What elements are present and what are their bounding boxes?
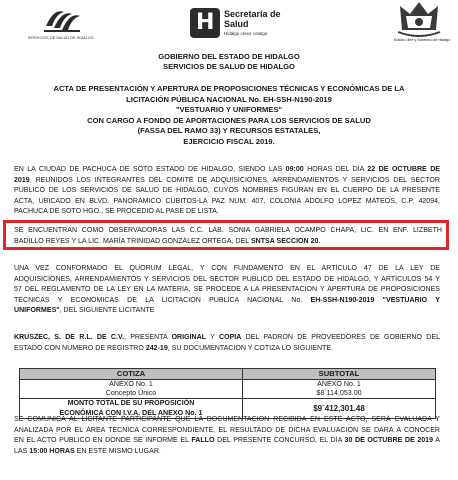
paragraph-line: 2019, REUNIDOS LOS INTEGRANTES DEL COMITÉ DE ADQUISICIONES, ARRENDAMIENTOS Y SERVICIOS DEL SECTOR	[14, 176, 440, 184]
servicios-salud-logo	[28, 6, 98, 44]
table-header-subtotal: SUBTOTAL	[243, 369, 436, 380]
paragraph-line: PÚBLICO DE LOS SERVICIOS DE SALUD DE HIDALGO, CUYOS NOMBRES FIGURAN EN EL CUERPO DE LA PRESENTE	[14, 187, 440, 195]
paragraph-line: EN LA CIUDAD DE PACHUCA DE SOTO ESTADO DE HIDALGO, SIENDO LAS 09:00 HORAS DEL DÍA 22 DE OCTUBRE DE	[14, 166, 440, 173]
paragraph-line: BADILLO REYES Y LA LIC. MARÍA TRINIDAD GONZÁLEZ ORTEGA, DEL SNTSA SECCIÓN 20.	[14, 237, 321, 245]
mid-logo-line2: Salud	[224, 19, 249, 29]
paragraph-opening	[14, 165, 440, 218]
paragraph-line: SE COMUNICA AL LICITANTE PARTICIPANTE QUE LA DOCUMENTACIÓN RECIBIDA EN ESTE ACTO, SERÁ EVALUADA Y	[14, 416, 440, 423]
table-cell: $8´114,053.00	[316, 389, 362, 398]
heading-servicios: SERVICIOS DE SALUD DE HIDALGO	[163, 62, 295, 71]
paragraph-line: EN EL ACTO PÚBLICO EN DONDE SE INFORME EL FALLO DEL PRESENTE CONCURSO, EL DÍA 30 DE OCTUBRE DE 2019 A	[14, 437, 440, 445]
acta-title-line: EJERCICIO FISCAL 2019.	[183, 136, 275, 146]
total-value: $9´412,301.48	[243, 399, 436, 418]
paragraph-line: SE ENCUENTRAN COMO OBSERVADORAS LAS C.C. LAB. SONIA GABRIELA OCAMPO CHAPA, LIC. EN ENF. LIZBETH	[14, 227, 442, 234]
paragraph-bidder	[14, 333, 440, 354]
table-cell: MONTO TOTAL DE SU PROPOSICIÓN	[67, 399, 195, 408]
heading-gobierno: GOBIERNO DEL ESTADO DE HIDALGO	[158, 52, 300, 61]
right-logo-caption: Estado Libre y Soberano de Hidalgo	[393, 38, 451, 42]
acta-title-line: ACTA DE PRESENTACIÓN Y APERTURA DE PROPOSICIONES TÉCNICAS Y ECONÓMICAS DE LA	[53, 84, 405, 93]
paragraph-line: UNA VEZ CONFORMADO EL QUORUM LEGAL, Y CON FUNDAMENTO EN EL ARTÍCULO 47 DE LA LEY DE	[14, 265, 440, 272]
paragraph-line: PACHUCA DE SOTO HGO., SE PROCEDIÓ AL PASE DE LISTA.	[14, 208, 219, 216]
table-header-cotiza: COTIZA	[20, 369, 243, 380]
paragraph-line: 57 DEL REGLAMENTO DE LA LEY EN LA MATERIA, SE PROCEDE A LA PRESENTACIÓN Y APERTURA DE PROPOSICIONES	[14, 286, 440, 294]
coat-of-arms-icon	[392, 0, 446, 38]
ssh-logo-icon	[42, 6, 82, 34]
table-cell: Concepto Único	[105, 389, 157, 398]
acta-title-line: CON CARGO A FONDO DE APORTACIONES PARA LOS SERVICIOS DE SALUD	[87, 115, 371, 125]
table-cell: ECONÓMICA CON I.V.A. DEL ANEXO No. 1	[59, 408, 203, 417]
paragraph-closing	[14, 415, 440, 457]
acta-title-line: "VESTUARIO Y UNIFORMES"	[175, 105, 283, 114]
paragraph-line: UNIFORMES", DEL SIGUIENTE LICITANTE	[14, 307, 155, 315]
acta-title-line: LICITACIÓN PÚBLICA NACIONAL No. EH-SSH-N190-2019	[126, 94, 332, 104]
paragraph-line: ADQUISICIONES, ARRENDAMIENTOS Y SERVICIOS DEL SECTOR PÚBLICO DEL ESTADO DE HIDALGO, Y ARTÍCULOS 54 Y	[14, 275, 440, 283]
h-logo-letter: H	[196, 10, 215, 35]
table-header-row	[20, 369, 436, 380]
paragraph-line: ESTADO CON NÚMERO DE REGISTRO 242-19, SU DOCUMENTACIÓN Y COTIZA LO SIGUIENTE.	[14, 344, 333, 352]
paragraph-line: LAS 15:00 HORAS EN ESTE MISMO LUGAR.	[14, 447, 161, 455]
table-cell: ANEXO No. 1	[109, 380, 153, 388]
paragraph-line: TÉCNICAS Y ECONÓMICAS DE LA LICITACIÓN PÚBLICA NACIONAL No. EH-SSH-N190-2019 "VESTUARIO Y	[14, 296, 440, 304]
mid-logo-line1: Secretaría de	[224, 9, 281, 19]
mid-logo-tagline: Hidalgo crece contigo	[224, 31, 268, 36]
acta-title-line: (FASSA DEL RAMO 33) Y RECURSOS ESTATALES,	[137, 126, 321, 135]
acta-title	[20, 84, 438, 147]
table-cell: ANEXO No. 1	[317, 380, 361, 388]
quotation-table	[19, 368, 436, 419]
estado-hidalgo-seal	[392, 0, 451, 46]
h-logo-icon	[190, 8, 220, 38]
secretaria-salud-logo	[190, 6, 300, 40]
paragraph-observers	[14, 226, 442, 247]
paragraph-line: KRUSZEC, S. DE R.L. DE C.V., PRESENTA ORIGINAL Y COPIA DEL PADRÓN DE PROVEEDORES DE GOBIERNO DEL	[14, 334, 440, 341]
left-logo-caption: SERVICIOS DE SALUD DE HIDALGO	[28, 36, 94, 40]
paragraph-line: ACTA, UBICADO EN BLVD. PANORÁMICO CUBITOS-LA PAZ NÚM. 407, COLONIA ADOLFO LÓPEZ MATEOS, C.P. 42094,	[14, 197, 440, 205]
table-row	[20, 380, 436, 399]
paragraph-quorum	[14, 264, 440, 317]
paragraph-line: ANALIZADA POR EL ÁREA TÉCNICA CORRESPONDIENTE, EL RESULTADO DE DICHA EVALUACIÓN SE DARÁ A CONOCER	[14, 426, 440, 434]
